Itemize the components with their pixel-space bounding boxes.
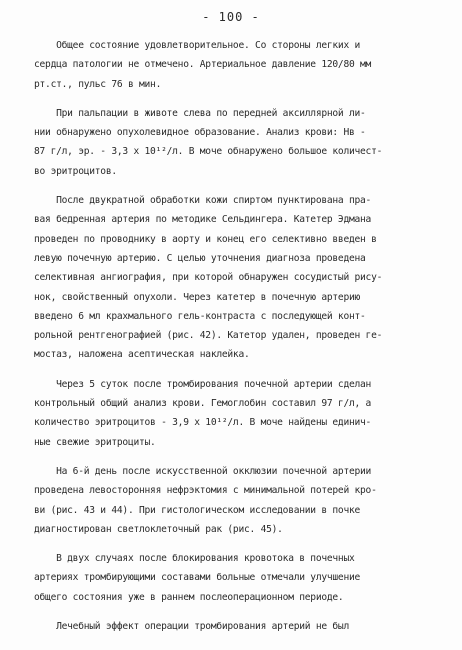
text-line: селективная ангиография, при которой обнаружен сосудистый рису- bbox=[34, 272, 383, 284]
text-line: ви (рис. 43 и 44). При гистологическом исследовании в почке bbox=[34, 504, 361, 516]
text-line: проведен по проводнику в аорту и конец его селективно введен в bbox=[34, 233, 377, 245]
text-line: левую почечную артерию. С целью уточнения диагноза проведена bbox=[34, 252, 366, 264]
text-line: нии обнаружено опухолевидное образование. Анализ крови: Нв - bbox=[34, 127, 366, 139]
text-line: проведена левосторонняя нефрэктомия с минимальной потерей кро- bbox=[34, 485, 377, 497]
text-line: контрольный общий анализ крови. Гемоглобин составил 97 г/л, а bbox=[34, 398, 372, 410]
text-line: При пальпации в животе слева по передней аксиллярной ли- bbox=[34, 107, 366, 119]
text-line: вая бедренная артерия по методике Сельдингера. Катетер Эдмана bbox=[34, 214, 372, 226]
text-line: ные свежие эритроциты. bbox=[34, 436, 156, 448]
text-line: сердца патологии не отмечено. Артериальное давление 120/80 мм bbox=[34, 59, 372, 71]
text-line: Через 5 суток после тромбирования почечной артерии сделан bbox=[34, 378, 372, 390]
text-line: во эритроцитов. bbox=[34, 165, 117, 177]
text-line: количество эритроцитов - 3,9 х 10¹²/л. В моче найдены единич- bbox=[34, 417, 372, 429]
text-line: рт.ст., пульс 76 в мин. bbox=[34, 78, 162, 90]
text-line: артериях тромбирующими составами больные отмечали улучшение bbox=[34, 572, 361, 584]
text-line: диагностирован светлоклеточный рак (рис. 45). bbox=[34, 523, 283, 535]
text-line: На 6-й день после искусственной окклюзии почечной артерии bbox=[34, 465, 372, 477]
text-line: 87 г/л, эр. - 3,3 х 10¹²/л. В моче обнаружено большое количест- bbox=[34, 146, 383, 158]
text-line: мостаз, наложена асептическая наклейка. bbox=[34, 349, 250, 361]
body-text bbox=[34, 36, 444, 636]
text-line: В двух случаях после блокирования кровотока в почечных bbox=[34, 553, 355, 565]
page-number: - 100 - bbox=[202, 10, 260, 24]
text-line: Лечебный эффект операции тромбирования артерий не был bbox=[34, 621, 349, 633]
text-line: нок, свойственный опухоли. Через катетер в почечную артерию bbox=[34, 291, 361, 303]
text-line: введено 6 мл крахмального гель-контраста с последующей конт- bbox=[34, 310, 366, 322]
text-line: Общее состояние удовлетворительное. Со стороны легких и bbox=[34, 40, 361, 51]
text-line: После двукратной обработки кожи спиртом пунктирована пра- bbox=[34, 195, 372, 207]
text-line: рольной рентгенографией (рис. 42). Катетор удален, проведен ге- bbox=[34, 330, 383, 342]
text-line: общего состояния уже в раннем послеоперационном периоде. bbox=[34, 591, 344, 603]
